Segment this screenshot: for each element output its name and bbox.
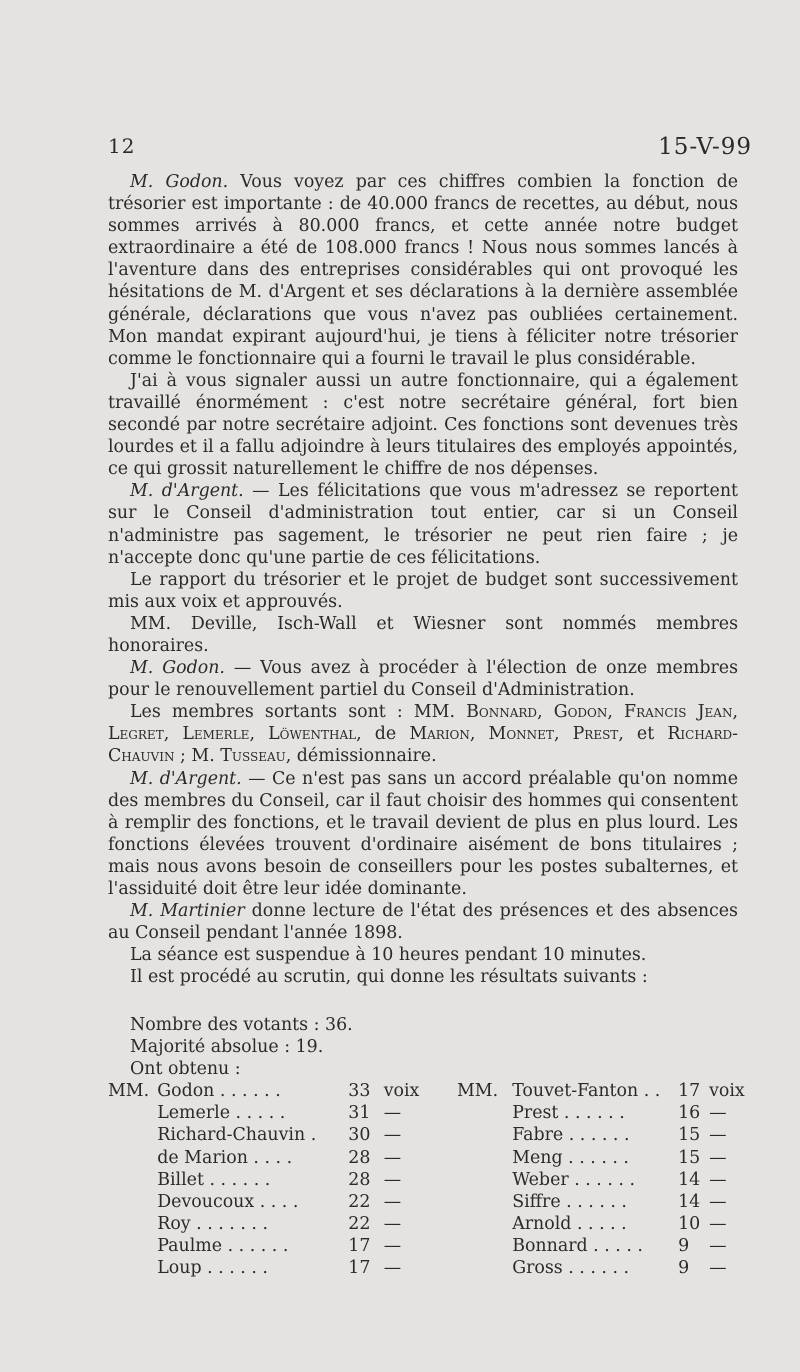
mm-prefix: MM. <box>108 1081 150 1102</box>
member-name: Godon <box>553 702 608 723</box>
paragraph <box>108 966 738 988</box>
vote-count: 22 <box>348 1191 371 1212</box>
vote-count: 14 <box>678 1191 701 1212</box>
mm-prefix <box>108 1169 157 1191</box>
vote-unit: — <box>709 1103 727 1124</box>
vote-count: 28 <box>348 1169 371 1190</box>
candidate-name: Lemerle . . . . . <box>157 1103 286 1124</box>
vote-unit: — <box>709 1213 727 1234</box>
page-header <box>108 134 752 164</box>
paragraph-text: , démissionnaire. <box>285 746 437 767</box>
paragraph <box>108 569 738 613</box>
member-name: Francis Jean <box>624 702 733 723</box>
candidate-name: Loup . . . . . . <box>157 1258 268 1279</box>
vote-count: 33 <box>348 1081 371 1102</box>
vote-count: 9 <box>678 1258 690 1279</box>
page-date: 15-V-99 <box>658 134 752 160</box>
vote-row <box>108 1191 748 1213</box>
vote-unit: — <box>383 1213 402 1234</box>
election-results <box>108 1014 748 1279</box>
paragraph <box>108 370 738 480</box>
mm-prefix <box>433 1191 512 1213</box>
paragraph-text: donne lecture de l'état des présences et des absences au Conseil pendant l'année 1898. <box>108 901 738 944</box>
paragraph <box>108 613 738 657</box>
candidate-name: Siffre . . . . . . <box>512 1191 627 1212</box>
vote-row <box>108 1235 748 1257</box>
vote-count: 28 <box>348 1147 371 1168</box>
vote-unit: — <box>709 1125 727 1146</box>
mm-prefix <box>433 1235 512 1257</box>
vote-count: 22 <box>348 1213 371 1234</box>
vote-count: 16 <box>678 1103 701 1124</box>
vote-count: 9 <box>678 1235 690 1256</box>
speaker-name: M. d'Argent. <box>130 481 244 502</box>
vote-count: 14 <box>678 1169 701 1190</box>
vote-unit: voix <box>383 1081 420 1102</box>
paragraph-text: ; M. <box>174 746 221 767</box>
paragraph-text: , et <box>618 724 668 745</box>
candidate-name: Touvet-Fanton . . <box>512 1081 661 1102</box>
candidate-name: Fabre . . . . . . <box>512 1125 630 1146</box>
candidate-name: Weber . . . . . . <box>512 1169 636 1190</box>
paragraph-text: — Ce n'est pas sans un accord préalable qu'on nomme des membres du Conseil, car il faut choisir des hommes qui consentent à remplir des fonctions, et le travail devient de plus en plus lourd. Les fonctions élevées trouvent d'ordinaire aisément de bons titulaires ; mais nous avons besoin de conseillers pour les postes subalternes, et l'assiduité doit être leur idée dominante. <box>108 768 738 899</box>
paragraph-text: MM. Deville, Isch-Wall et Wiesner sont nommés membres honoraires. <box>108 613 738 656</box>
member-name: Marion <box>409 724 470 745</box>
mm-prefix <box>108 1124 157 1146</box>
vote-count: 15 <box>678 1125 701 1146</box>
paragraph-text: — Les félicitations que vous m'adressez se reportent sur le Conseil d'administration tout entier, car si un Conseil n'administre pas sagement, le trésorier ne peut rien faire ; je n'accepte donc qu'une partie de ces félicitations. <box>108 481 739 568</box>
paragraph-text: Il est procédé au scrutin, qui donne les résultats suivants : <box>130 967 648 988</box>
speaker-name: M. Godon. <box>130 658 225 679</box>
candidate-name: Meng . . . . . . <box>512 1147 629 1168</box>
paragraph-text: , <box>249 724 269 745</box>
vote-count: 10 <box>678 1213 701 1234</box>
vote-row <box>108 1102 748 1124</box>
candidate-name: Godon . . . . . . <box>157 1081 281 1102</box>
paragraph-text: J'ai à vous signaler aussi un autre fonctionnaire, qui a également travaillé énormément : c'est notre secrétaire général, fort bien secondé par notre secrétaire adjoint. Ces fonctions sont devenues très lourdes et il a fallu adjoindre à leurs titulaires des employés appointés, ce qui grossit naturellement le chiffre de nos dépenses. <box>108 370 738 480</box>
candidate-name: Prest . . . . . . <box>512 1103 625 1124</box>
speaker-name: M. Martinier <box>130 901 245 922</box>
vote-unit: — <box>383 1258 402 1279</box>
vote-unit: — <box>383 1103 402 1124</box>
candidate-name: Roy . . . . . . . <box>157 1213 268 1234</box>
vote-count: 17 <box>348 1235 371 1256</box>
vote-unit: — <box>709 1235 727 1256</box>
paragraph-text: Les membres sortants sont : MM. <box>130 702 467 723</box>
mm-prefix <box>108 1213 157 1235</box>
vote-row <box>108 1080 748 1102</box>
paragraph <box>108 657 738 701</box>
paragraph-text: , <box>537 702 554 723</box>
vote-unit: — <box>709 1147 727 1168</box>
vote-unit: voix <box>709 1081 745 1102</box>
paragraph-text: , de <box>356 724 410 745</box>
candidate-name: Richard-Chauvin . <box>157 1125 317 1146</box>
vote-count: 30 <box>348 1125 371 1146</box>
vote-count: 17 <box>348 1258 371 1279</box>
paragraph-text: — Vous avez à procéder à l'élection de onze membres pour le renouvellement partiel du Conseil d'Administration. <box>108 658 739 701</box>
absolute-majority: Majorité absolue : 19. <box>130 1037 324 1058</box>
paragraph-text: La séance est suspendue à 10 heures pendant 10 minutes. <box>130 945 647 966</box>
paragraph <box>108 900 738 944</box>
vote-count: 17 <box>678 1081 701 1102</box>
mm-prefix <box>433 1169 512 1191</box>
vote-unit: — <box>383 1235 402 1256</box>
page-number: 12 <box>108 134 136 158</box>
member-name: Legret <box>108 724 164 745</box>
vote-unit: — <box>709 1169 727 1190</box>
vote-unit: — <box>383 1169 402 1190</box>
voters-count: Nombre des votants : 36. <box>130 1015 353 1035</box>
candidate-name: Billet . . . . . . <box>157 1169 271 1190</box>
vote-unit: — <box>709 1191 727 1212</box>
member-name: Richard-Chauvin <box>108 724 738 767</box>
paragraph <box>108 171 738 370</box>
member-name: Monnet <box>488 724 554 745</box>
vote-row <box>108 1147 748 1169</box>
mm-prefix <box>108 1191 157 1213</box>
vote-count: 15 <box>678 1147 701 1168</box>
mm-prefix <box>433 1102 512 1124</box>
candidate-name: de Marion . . . . <box>157 1147 293 1168</box>
mm-prefix: MM. <box>457 1081 499 1102</box>
member-name: Prest <box>572 724 619 745</box>
mm-prefix <box>108 1235 157 1257</box>
paragraph-text: , <box>607 702 625 723</box>
candidate-name: Gross . . . . . . <box>512 1258 630 1279</box>
proceedings-text <box>108 171 738 988</box>
vote-unit: — <box>383 1147 402 1168</box>
member-name: Löwenthal <box>268 724 357 745</box>
vote-row <box>108 1169 748 1191</box>
paragraph-text: , <box>553 724 573 745</box>
speaker-name: M. Godon. <box>130 172 229 192</box>
mm-prefix <box>433 1213 512 1235</box>
member-name: Lemerle <box>182 724 250 745</box>
paragraph <box>108 944 738 966</box>
paragraph-text: , <box>163 724 183 745</box>
vote-row <box>108 1257 748 1279</box>
paragraph <box>108 768 738 901</box>
mm-prefix <box>108 1147 157 1169</box>
paragraph-text: , <box>469 724 489 745</box>
mm-prefix <box>433 1124 512 1146</box>
paragraph <box>108 480 738 568</box>
mm-prefix <box>108 1102 157 1124</box>
votes-table <box>108 1080 748 1279</box>
paragraph <box>108 701 738 767</box>
vote-row <box>108 1124 748 1146</box>
mm-prefix <box>108 1257 157 1279</box>
paragraph-text: Vous voyez par ces chiffres combien la fonction de trésorier est importante : de 40.000 francs de recettes, au début, nous sommes arrivés à 80.000 francs, et cette année notre budget extraordinaire a été de 108.000 francs ! Nous nous sommes lancés à l'aventure dans des entreprises considérables qui ont provoqué les hésitations de M. d'Argent et ses déclarations à la dernière assemblée générale, déclarations que vous n'avez pas oubliées certainement. Mon mandat expirant aujourd'hui, je tiens à féliciter notre trésorier comme le fonctionnaire qui a fourni le travail le plus considérable. <box>108 172 738 369</box>
mm-prefix <box>433 1147 512 1169</box>
vote-unit: — <box>383 1125 402 1146</box>
vote-unit: — <box>709 1258 727 1279</box>
speaker-name: M. d'Argent. <box>130 768 242 789</box>
candidate-name: Paulme . . . . . . <box>157 1235 289 1256</box>
candidate-name: Devoucoux . . . . <box>157 1191 299 1212</box>
mm-prefix <box>433 1257 512 1279</box>
member-name: Bonnard <box>466 702 538 723</box>
vote-unit: — <box>383 1191 402 1212</box>
candidate-name: Arnold . . . . . <box>512 1213 627 1234</box>
member-name: Tusseau <box>220 746 286 767</box>
paragraph-text: , <box>732 702 738 723</box>
candidate-name: Bonnard . . . . . <box>512 1235 643 1256</box>
paragraph-text: Le rapport du trésorier et le projet de budget sont successivement mis aux voix et approuvés. <box>108 569 738 612</box>
vote-count: 31 <box>348 1103 371 1124</box>
obtained-label: Ont obtenu : <box>130 1059 241 1080</box>
vote-row <box>108 1213 748 1235</box>
